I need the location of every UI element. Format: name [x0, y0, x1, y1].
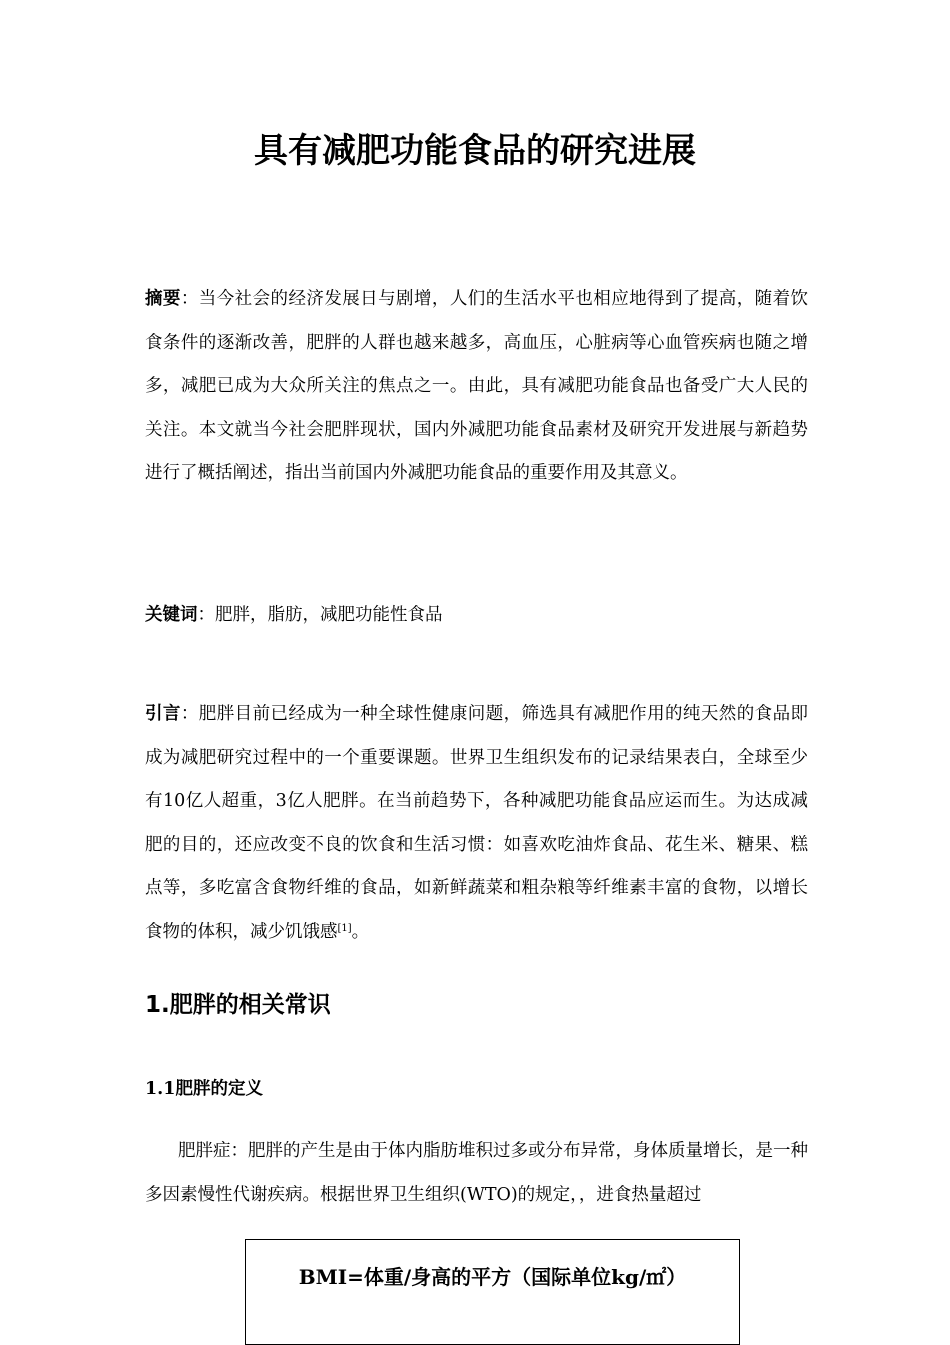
- intro-paragraph: [145, 693, 808, 954]
- abstract-label: 摘要: [145, 289, 181, 309]
- formula-box: [245, 1239, 740, 1345]
- keywords-paragraph: [145, 594, 808, 638]
- citation-ref: [1]: [337, 922, 352, 934]
- keywords-text: ：肥胖，脂肪，减肥功能性食品: [197, 605, 443, 625]
- document-title: 具有减肥功能食品的研究进展: [254, 131, 696, 171]
- bmi-formula: BMI=体重/身高的平方（国际单位kg/㎡）: [298, 1265, 687, 1289]
- obesity-definition-paragraph: 肥胖症：肥胖的产生是由于体内脂肪堆积过多或分布异常，身体质量增长，是一种多因素慢性代谢疾病。根据世界卫生组织(WTO)的规定，，进食热量超过: [145, 1141, 808, 1205]
- section-heading: 1.肥胖的相关常识: [145, 992, 331, 1018]
- intro-label: 引言: [145, 704, 181, 724]
- abstract-text: ：当今社会的经济发展日与剧增，人们的生活水平也相应地得到了提高，随着饮食条件的逐渐改善，肥胖的人群也越来越多，高血压，心脏病等心血管疾病也随之增多，减肥已成为大众所关注的焦点之一。由此，具有减肥功能食品也备受广大人民的关注。本文就当今社会肥胖现状，国内外减肥功能食品素材及研究开发进展与新趋势进行了概括阐述，指出当前国内外减肥功能食品的重要作用及其意义。: [145, 289, 809, 483]
- intro-end: 。: [351, 921, 370, 942]
- keywords-label: 关键词: [145, 605, 198, 625]
- subsection-heading: 1.1肥胖的定义: [145, 1079, 263, 1099]
- abstract-paragraph: [145, 278, 808, 496]
- intro-text: ：肥胖目前已经成为一种全球性健康问题，筛选具有减肥作用的纯天然的食品即成为减肥研究过程中的一个重要课题。世界卫生组织发布的记录结果表白，全球至少有10亿人超重，3亿人肥胖。在当前趋势下，各种减肥功能食品应运而生。为达成减肥的目的，还应改变不良的饮食和生活习惯：如喜欢吃油炸食品、花生米、糖果、糕点等，多吃富含食物纤维的食品，如新鲜蔬菜和粗杂粮等纤维素丰富的食物，以增长食物的体积，减少饥饿感: [145, 704, 809, 942]
